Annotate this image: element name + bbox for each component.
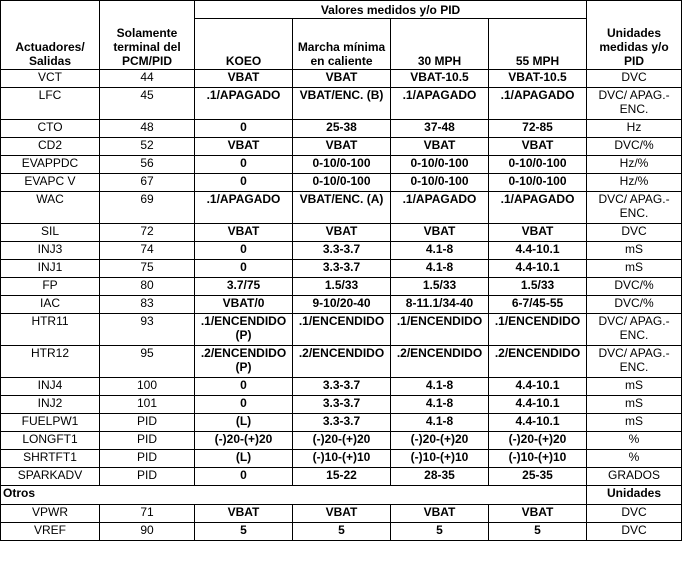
table-row [1,414,682,432]
unit: mS [587,414,682,432]
terminal-pin: PID [100,432,195,450]
value-idle: VBAT [293,138,391,156]
unit: GRADOS [587,468,682,486]
unit: Hz/% [587,174,682,192]
value-idle: .2/ENCENDIDO [293,346,391,378]
terminal-pin: 56 [100,156,195,174]
unit: mS [587,242,682,260]
header-measured-values: Valores medidos y/o PID [195,1,587,19]
terminal-pin: 83 [100,296,195,314]
terminal-pin: PID [100,468,195,486]
value-30mph: 8-11.1/34-40 [391,296,489,314]
value-koeo: (L) [195,414,293,432]
value-idle: (-)10-(+)10 [293,450,391,468]
value-koeo: 0 [195,378,293,396]
table-row [1,346,682,378]
table-row [1,314,682,346]
table-row [1,192,682,224]
signal-name: SPARKADV [1,468,100,486]
value-30mph: (-)20-(+)20 [391,432,489,450]
value-koeo: VBAT [195,505,293,523]
table-body [1,70,682,486]
table-row [1,260,682,278]
value-koeo: (-)20-(+)20 [195,432,293,450]
unit: DVC/ APAG.-ENC. [587,346,682,378]
signal-name: SHRTFT1 [1,450,100,468]
value-koeo: 0 [195,396,293,414]
value-30mph: 28-35 [391,468,489,486]
value-koeo: VBAT/0 [195,296,293,314]
terminal-pin: 48 [100,120,195,138]
value-30mph: 37-48 [391,120,489,138]
signal-name: EVAPC V [1,174,100,192]
unit: mS [587,260,682,278]
value-55mph: (-)10-(+)10 [489,450,587,468]
value-idle: 1.5/33 [293,278,391,296]
value-idle: VBAT [293,505,391,523]
signal-name: CTO [1,120,100,138]
others-header-row [1,486,682,505]
value-30mph: 4.1-8 [391,378,489,396]
value-55mph: VBAT [489,138,587,156]
signal-name: VREF [1,523,100,541]
others-section [1,486,682,541]
value-55mph: VBAT-10.5 [489,70,587,88]
value-idle: 3.3-3.7 [293,260,391,278]
terminal-pin: 71 [100,505,195,523]
header-30mph: 30 MPH [391,19,489,70]
value-30mph: 4.1-8 [391,242,489,260]
signal-name: INJ1 [1,260,100,278]
value-55mph: VBAT [489,505,587,523]
terminal-pin: 93 [100,314,195,346]
terminal-pin: PID [100,414,195,432]
value-idle: 0-10/0-100 [293,156,391,174]
signal-name: WAC [1,192,100,224]
unit: % [587,450,682,468]
value-idle: 3.3-3.7 [293,414,391,432]
unit: DVC/ APAG.-ENC. [587,314,682,346]
others-label: Otros [1,486,587,505]
value-30mph: .1/APAGADO [391,192,489,224]
unit: DVC/ APAG.-ENC. [587,88,682,120]
unit: % [587,432,682,450]
value-55mph: 4.4-10.1 [489,242,587,260]
table-row [1,505,682,523]
value-idle: 0-10/0-100 [293,174,391,192]
value-koeo: 5 [195,523,293,541]
value-55mph: 6-7/45-55 [489,296,587,314]
value-55mph: 5 [489,523,587,541]
value-30mph: .1/ENCENDIDO [391,314,489,346]
unit: DVC/% [587,138,682,156]
value-55mph: 1.5/33 [489,278,587,296]
table-row [1,224,682,242]
value-idle: 5 [293,523,391,541]
signal-name: CD2 [1,138,100,156]
table-row [1,378,682,396]
value-koeo: .1/ENCENDIDO (P) [195,314,293,346]
value-koeo: VBAT [195,70,293,88]
table-row [1,70,682,88]
value-30mph: 4.1-8 [391,396,489,414]
table-row [1,156,682,174]
value-30mph: 5 [391,523,489,541]
value-55mph: .1/APAGADO [489,88,587,120]
unit: DVC [587,70,682,88]
table-row [1,120,682,138]
header-actuators: Actuadores/ Salidas [1,1,100,70]
value-30mph: VBAT-10.5 [391,70,489,88]
value-koeo: 0 [195,468,293,486]
header-units: Unidades medidas y/o PID [587,1,682,70]
signal-name: HTR12 [1,346,100,378]
terminal-pin: 95 [100,346,195,378]
header-terminal: Solamente terminal del PCM/PID [100,1,195,70]
signal-name: FUELPW1 [1,414,100,432]
signal-name: VPWR [1,505,100,523]
value-30mph: VBAT [391,138,489,156]
value-koeo: 0 [195,174,293,192]
signal-name: INJ3 [1,242,100,260]
signal-name: LONGFT1 [1,432,100,450]
value-koeo: VBAT [195,138,293,156]
table-row [1,396,682,414]
table-row [1,88,682,120]
terminal-pin: 45 [100,88,195,120]
signal-name: INJ2 [1,396,100,414]
value-55mph: 0-10/0-100 [489,156,587,174]
value-55mph: VBAT [489,224,587,242]
value-55mph: 4.4-10.1 [489,378,587,396]
header-idle: Marcha mínima en caliente [293,19,391,70]
value-55mph: (-)20-(+)20 [489,432,587,450]
terminal-pin: 100 [100,378,195,396]
signal-name: EVAPPDC [1,156,100,174]
value-koeo: 0 [195,120,293,138]
value-30mph: 4.1-8 [391,414,489,432]
table-row [1,174,682,192]
value-idle: VBAT/ENC. (A) [293,192,391,224]
value-koeo: 0 [195,242,293,260]
table-row [1,450,682,468]
value-koeo: 3.7/75 [195,278,293,296]
value-idle: 3.3-3.7 [293,242,391,260]
terminal-pin: 80 [100,278,195,296]
value-30mph: 1.5/33 [391,278,489,296]
value-55mph: 4.4-10.1 [489,396,587,414]
signal-name: FP [1,278,100,296]
value-30mph: (-)10-(+)10 [391,450,489,468]
unit: DVC [587,505,682,523]
terminal-pin: 74 [100,242,195,260]
unit: DVC [587,523,682,541]
table-row [1,278,682,296]
unit: mS [587,396,682,414]
value-55mph: 25-35 [489,468,587,486]
signal-name: VCT [1,70,100,88]
terminal-pin: 101 [100,396,195,414]
unit: DVC/% [587,278,682,296]
table-row [1,296,682,314]
value-koeo: (L) [195,450,293,468]
value-idle: 25-38 [293,120,391,138]
value-idle: VBAT [293,70,391,88]
signal-name: IAC [1,296,100,314]
terminal-pin: 72 [100,224,195,242]
value-idle: (-)20-(+)20 [293,432,391,450]
value-koeo: .1/APAGADO [195,192,293,224]
signal-name: HTR11 [1,314,100,346]
value-koeo: .1/APAGADO [195,88,293,120]
terminal-pin: PID [100,450,195,468]
table-row [1,523,682,541]
value-55mph: 4.4-10.1 [489,260,587,278]
value-koeo: 0 [195,156,293,174]
value-idle: 9-10/20-40 [293,296,391,314]
table-row [1,242,682,260]
table-row [1,432,682,450]
terminal-pin: 75 [100,260,195,278]
unit: Hz [587,120,682,138]
unit: DVC/% [587,296,682,314]
value-idle: 3.3-3.7 [293,396,391,414]
unit: DVC/ APAG.-ENC. [587,192,682,224]
value-30mph: 0-10/0-100 [391,156,489,174]
value-idle: 3.3-3.7 [293,378,391,396]
others-units-label: Unidades [587,486,682,505]
value-idle: VBAT [293,224,391,242]
signal-name: LFC [1,88,100,120]
terminal-pin: 90 [100,523,195,541]
value-idle: 15-22 [293,468,391,486]
value-koeo: VBAT [195,224,293,242]
signal-name: INJ4 [1,378,100,396]
value-30mph: .2/ENCENDIDO [391,346,489,378]
table-row [1,138,682,156]
unit: mS [587,378,682,396]
value-30mph: .1/APAGADO [391,88,489,120]
unit: DVC [587,224,682,242]
value-55mph: 72-85 [489,120,587,138]
value-55mph: 0-10/0-100 [489,174,587,192]
value-koeo: 0 [195,260,293,278]
value-55mph: .1/ENCENDIDO [489,314,587,346]
value-30mph: VBAT [391,224,489,242]
value-idle: .1/ENCENDIDO [293,314,391,346]
table-row [1,468,682,486]
value-30mph: VBAT [391,505,489,523]
terminal-pin: 69 [100,192,195,224]
unit: Hz/% [587,156,682,174]
value-koeo: .2/ENCENDIDO (P) [195,346,293,378]
value-55mph: 4.4-10.1 [489,414,587,432]
value-55mph: .1/APAGADO [489,192,587,224]
value-idle: VBAT/ENC. (B) [293,88,391,120]
value-30mph: 0-10/0-100 [391,174,489,192]
value-55mph: .2/ENCENDIDO [489,346,587,378]
header-koeo: KOEO [195,19,293,70]
terminal-pin: 52 [100,138,195,156]
terminal-pin: 67 [100,174,195,192]
value-30mph: 4.1-8 [391,260,489,278]
header-55mph: 55 MPH [489,19,587,70]
signal-name: SIL [1,224,100,242]
terminal-pin: 44 [100,70,195,88]
